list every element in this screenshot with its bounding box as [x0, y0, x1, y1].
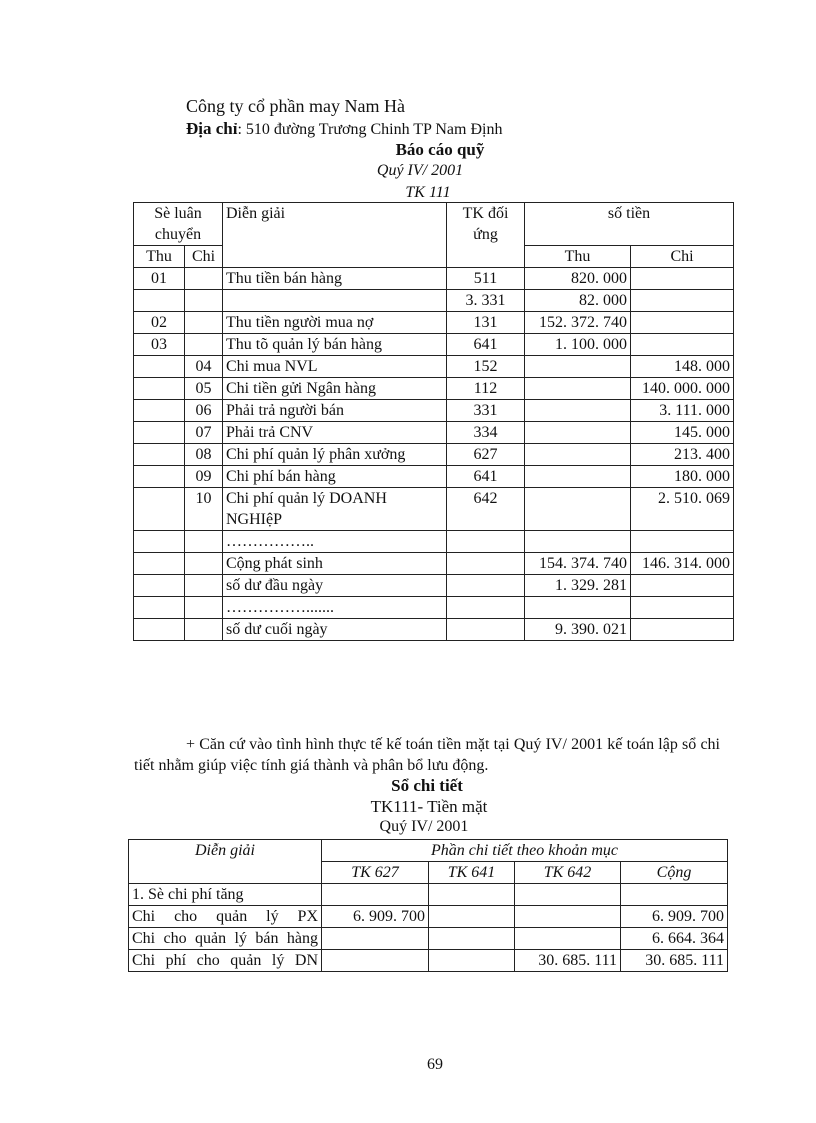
header-amount-thu: Thu	[525, 246, 631, 268]
description-cell: Thu tiền người mua nợ	[223, 312, 447, 334]
amount-thu-cell: 82. 000	[525, 290, 631, 312]
voucher-thu-cell	[134, 356, 185, 378]
amount-chi-cell	[631, 531, 734, 553]
description-cell: Chi tiền gửi Ngân hàng	[223, 378, 447, 400]
header-row	[134, 203, 734, 246]
amount-chi-cell: 146. 314. 000	[631, 553, 734, 575]
table-row	[134, 531, 734, 553]
detail-header-description: Diễn giải	[129, 840, 322, 884]
table-row	[134, 268, 734, 290]
amount-chi-cell: 2. 510. 069	[631, 488, 734, 531]
contra-account-cell: 331	[447, 400, 525, 422]
detail-description-cell: Chi phí cho quản lý DN	[129, 950, 322, 972]
contra-account-cell: 642	[447, 488, 525, 531]
table-row	[129, 928, 728, 950]
detail-tk627-cell: 6. 909. 700	[322, 906, 429, 928]
detail-tk627-cell	[322, 884, 429, 906]
header-description: Diễn giải	[223, 203, 447, 268]
table-row	[134, 619, 734, 641]
header-chi-no: Chi	[185, 246, 223, 268]
contra-account-cell	[447, 597, 525, 619]
amount-thu-cell	[525, 422, 631, 444]
amount-chi-cell	[631, 619, 734, 641]
voucher-chi-cell	[185, 334, 223, 356]
amount-thu-cell	[525, 488, 631, 531]
description-cell: Chi phí bán hàng	[223, 466, 447, 488]
table-row	[134, 334, 734, 356]
report-period: Quý IV/ 2001	[376, 162, 464, 179]
voucher-chi-cell: 09	[185, 466, 223, 488]
detail-title: Sổ chi tiết	[391, 776, 463, 795]
description-cell: Phải trả người bán	[223, 400, 447, 422]
detail-total-cell: 6. 909. 700	[621, 906, 728, 928]
voucher-thu-cell	[134, 619, 185, 641]
detail-tk642-cell	[515, 928, 621, 950]
detail-header-row	[129, 840, 728, 862]
detail-total-cell: 6. 664. 364	[621, 928, 728, 950]
cash-report-table	[133, 202, 734, 641]
table-row	[134, 356, 734, 378]
detail-header-tk642: TK 642	[515, 862, 621, 884]
table-row	[129, 884, 728, 906]
detail-tk641-cell	[429, 950, 515, 972]
contra-account-cell: 112	[447, 378, 525, 400]
detail-ledger-table	[128, 839, 728, 972]
voucher-thu-cell	[134, 466, 185, 488]
header-thu-no: Thu	[134, 246, 185, 268]
voucher-chi-cell: 06	[185, 400, 223, 422]
table-row	[134, 466, 734, 488]
voucher-thu-cell	[134, 553, 185, 575]
detail-tk642-cell: 30. 685. 111	[515, 950, 621, 972]
amount-chi-cell	[631, 312, 734, 334]
table-row	[134, 575, 734, 597]
amount-thu-cell	[525, 378, 631, 400]
amount-chi-cell	[631, 575, 734, 597]
contra-account-cell: 641	[447, 466, 525, 488]
detail-tk641-cell	[429, 906, 515, 928]
company-name: Công ty cổ phần may Nam Hà	[186, 96, 405, 116]
amount-thu-cell: 1. 329. 281	[525, 575, 631, 597]
amount-chi-cell: 140. 000. 000	[631, 378, 734, 400]
description-cell: số dư đầu ngày	[223, 575, 447, 597]
voucher-chi-cell	[185, 619, 223, 641]
description-cell: ……………..	[223, 531, 447, 553]
description-cell: Chi mua NVL	[223, 356, 447, 378]
contra-account-cell	[447, 619, 525, 641]
table-row	[134, 378, 734, 400]
contra-account-cell: 3. 331	[447, 290, 525, 312]
header-contra-account: TK đối ứng	[447, 203, 525, 268]
detail-header-total: Cộng	[621, 862, 728, 884]
detail-description-cell: Chi cho quản lý PX	[129, 906, 322, 928]
contra-account-cell: 131	[447, 312, 525, 334]
amount-thu-cell: 1. 100. 000	[525, 334, 631, 356]
voucher-thu-cell	[134, 597, 185, 619]
contra-account-cell: 334	[447, 422, 525, 444]
table-row	[134, 488, 734, 531]
amount-chi-cell: 3. 111. 000	[631, 400, 734, 422]
voucher-thu-cell	[134, 400, 185, 422]
amount-chi-cell: 145. 000	[631, 422, 734, 444]
detail-description-cell: Chi cho quản lý bán hàng	[129, 928, 322, 950]
voucher-chi-cell	[185, 290, 223, 312]
voucher-thu-cell	[134, 575, 185, 597]
amount-thu-cell: 152. 372. 740	[525, 312, 631, 334]
detail-total-cell: 30. 685. 111	[621, 950, 728, 972]
table-row	[129, 950, 728, 972]
amount-thu-cell: 154. 374. 740	[525, 553, 631, 575]
contra-account-cell: 627	[447, 444, 525, 466]
amount-chi-cell	[631, 290, 734, 312]
description-cell: …………….......	[223, 597, 447, 619]
contra-account-cell: 152	[447, 356, 525, 378]
header-amount-chi: Chi	[631, 246, 734, 268]
detail-tk627-cell	[322, 928, 429, 950]
description-cell: Thu tiền bán hàng	[223, 268, 447, 290]
address-label: Địa chỉ	[186, 119, 238, 138]
detail-tk642-cell	[515, 906, 621, 928]
table-row	[134, 290, 734, 312]
amount-chi-cell: 180. 000	[631, 466, 734, 488]
contra-account-cell	[447, 575, 525, 597]
description-cell: số dư cuối ngày	[223, 619, 447, 641]
table-row	[134, 400, 734, 422]
detail-header-group: Phần chi tiết theo khoản mục	[322, 840, 728, 862]
amount-chi-cell: 213. 400	[631, 444, 734, 466]
header-amount: số tiền	[525, 203, 734, 246]
contra-account-cell: 641	[447, 334, 525, 356]
voucher-thu-cell: 03	[134, 334, 185, 356]
amount-thu-cell	[525, 400, 631, 422]
amount-thu-cell	[525, 356, 631, 378]
table-row	[129, 906, 728, 928]
detail-tk641-cell	[429, 884, 515, 906]
description-cell	[223, 290, 447, 312]
detail-total-cell	[621, 884, 728, 906]
amount-thu-cell	[525, 531, 631, 553]
voucher-chi-cell: 04	[185, 356, 223, 378]
voucher-thu-cell: 02	[134, 312, 185, 334]
amount-thu-cell	[525, 466, 631, 488]
amount-thu-cell	[525, 597, 631, 619]
table-row	[134, 422, 734, 444]
detail-header-tk641: TK 641	[429, 862, 515, 884]
detail-period: Quý IV/ 2001	[379, 818, 469, 835]
contra-account-cell: 511	[447, 268, 525, 290]
description-cell: Chi phí quản lý phân xưởng	[223, 444, 447, 466]
description-cell: Chi phí quản lý DOANH NGHIệP	[223, 488, 447, 531]
voucher-chi-cell	[185, 553, 223, 575]
detail-tk641-cell	[429, 928, 515, 950]
amount-chi-cell	[631, 268, 734, 290]
voucher-chi-cell	[185, 268, 223, 290]
contra-account-cell	[447, 553, 525, 575]
description-cell: Phải trả CNV	[223, 422, 447, 444]
table-row	[134, 444, 734, 466]
note-text: + Căn cứ vào tình hình thực tế kế toán tiền mặt tại Quý IV/ 2001 kế toán lập sổ chi tiết nhằm giúp việc tính giá thành và phân bổ lưu động.	[134, 736, 720, 774]
amount-chi-cell	[631, 334, 734, 356]
voucher-thu-cell	[134, 488, 185, 531]
voucher-chi-cell	[185, 597, 223, 619]
detail-description-cell: 1. Sè chi phí tăng	[129, 884, 322, 906]
voucher-thu-cell	[134, 378, 185, 400]
amount-thu-cell	[525, 444, 631, 466]
amount-thu-cell: 9. 390. 021	[525, 619, 631, 641]
amount-chi-cell: 148. 000	[631, 356, 734, 378]
voucher-chi-cell: 08	[185, 444, 223, 466]
voucher-chi-cell	[185, 312, 223, 334]
amount-chi-cell	[631, 597, 734, 619]
voucher-chi-cell: 05	[185, 378, 223, 400]
company-address	[186, 119, 502, 139]
detail-tk627-cell	[322, 950, 429, 972]
report-title: Báo cáo quỹ	[395, 140, 485, 159]
detail-header-tk627: TK 627	[322, 862, 429, 884]
report-account: TK 111	[405, 184, 451, 201]
voucher-thu-cell: 01	[134, 268, 185, 290]
voucher-thu-cell	[134, 444, 185, 466]
address-value: : 510 đường Trương Chinh TP Nam Định	[237, 121, 503, 138]
table-row	[134, 597, 734, 619]
voucher-chi-cell: 10	[185, 488, 223, 531]
voucher-thu-cell	[134, 290, 185, 312]
detail-tk642-cell	[515, 884, 621, 906]
detail-account: TK111- Tiền mặt	[370, 797, 488, 816]
description-cell: Thu tõ quản lý bán hàng	[223, 334, 447, 356]
header-voucher: Sè luân chuyển	[134, 203, 223, 246]
contra-account-cell	[447, 531, 525, 553]
explanatory-note	[134, 734, 720, 776]
page-number: 69	[427, 1056, 443, 1073]
voucher-thu-cell	[134, 531, 185, 553]
voucher-thu-cell	[134, 422, 185, 444]
voucher-chi-cell: 07	[185, 422, 223, 444]
voucher-chi-cell	[185, 575, 223, 597]
voucher-chi-cell	[185, 531, 223, 553]
description-cell: Cộng phát sinh	[223, 553, 447, 575]
table-row	[134, 312, 734, 334]
table-row	[134, 553, 734, 575]
amount-thu-cell: 820. 000	[525, 268, 631, 290]
